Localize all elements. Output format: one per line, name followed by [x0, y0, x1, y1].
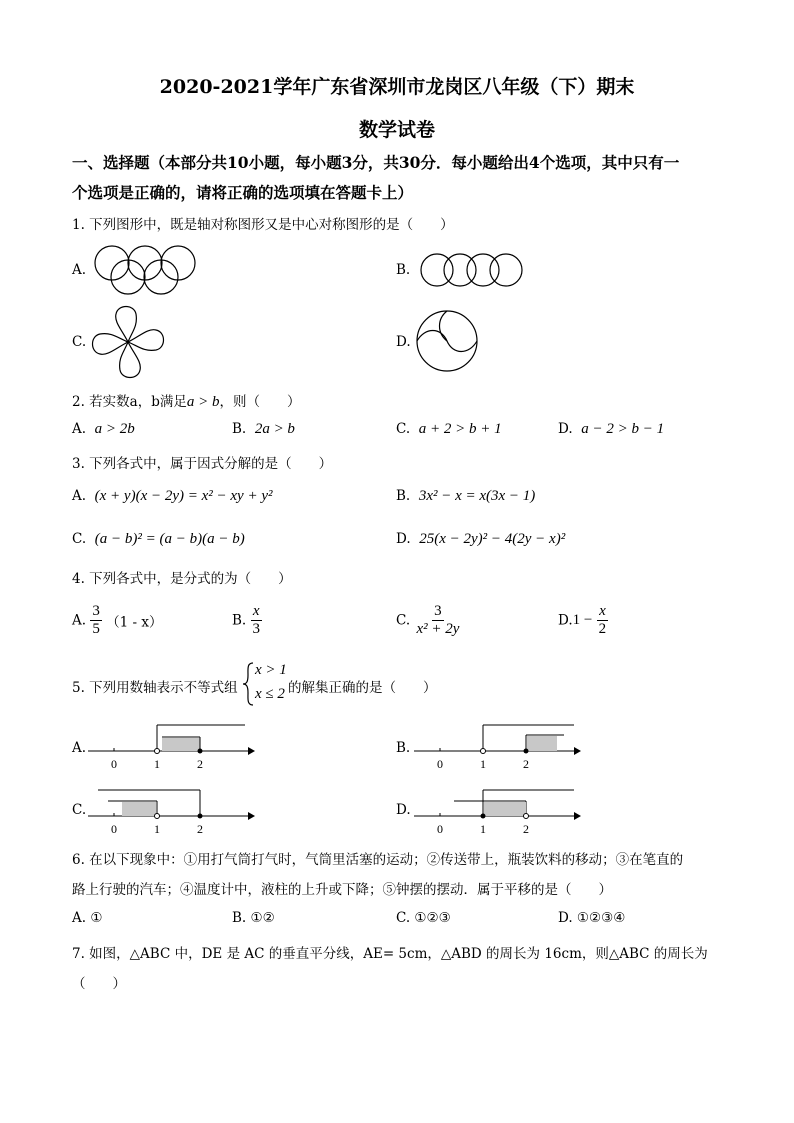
number-line-a: [88, 720, 258, 772]
q1-stem: 1. 下列图形中，既是轴对称图形又是中心对称图形的是（ ）: [72, 217, 454, 233]
svg-text:2: 2: [523, 822, 529, 836]
q3-option-c: C. (a − b)² = (a − b)(a − b): [72, 531, 245, 547]
q7-line2: （ ）: [72, 976, 126, 992]
q5-stem-pre: 5. 下列用数轴表示不等式组: [72, 680, 238, 696]
q5-label-b: B.: [396, 740, 411, 756]
q3-stem: 3. 下列各式中，属于因式分解的是（ ）: [72, 456, 333, 472]
pinwheel-figure: [88, 302, 168, 382]
number-line-d: [414, 785, 584, 837]
q4-stem: 4. 下列各式中，是分式的为（ ）: [72, 571, 292, 587]
q5-label-d: D.: [396, 802, 411, 818]
svg-text:1: 1: [154, 822, 160, 836]
svg-text:0: 0: [111, 757, 117, 771]
olympic-rings-figure: [90, 240, 210, 300]
page-subtitle: 数学试卷: [358, 119, 435, 141]
q4-option-b: B. $\frac{x}{3}$: [232, 603, 261, 637]
q2-stem-math: a > b: [186, 394, 220, 410]
q1-label-d: D.: [396, 334, 411, 350]
svg-text:1: 1: [480, 822, 486, 836]
q6-line2: 路上行驶的汽车；④温度计中，液柱的上升或下降；⑤钟摆的摆动．属于平移的是（ ）: [72, 882, 612, 898]
q3-option-b: B. 3x² − x = x(3x − 1): [396, 488, 536, 504]
q2-stem-post: ，则（ ）: [219, 394, 301, 410]
fraction: $\frac{x}{3}$: [252, 603, 261, 637]
svg-text:0: 0: [111, 822, 117, 836]
q4-option-d: D.1 − $\frac{x}{2}$: [558, 603, 607, 637]
fraction: $\frac{3}{5}$: [92, 603, 100, 637]
q5-label-c: C.: [72, 802, 87, 818]
q6-option-a: A. ①: [72, 910, 103, 926]
fraction: $\frac{x}{2}$: [598, 603, 607, 637]
section-heading-line2: 个选项是正确的，请将正确的选项填在答题卡上）: [72, 183, 414, 202]
fraction: $\frac{3}{\text{x² + 2y}}$: [416, 603, 460, 637]
q5-stem-post: 的解集正确的是（ ）: [288, 680, 437, 696]
q5-system-line2: x ≤ 2: [255, 686, 285, 702]
q2-option-c: C. a + 2 > b + 1: [396, 421, 502, 437]
q1-label-a: A.: [72, 262, 87, 278]
q2-option-a: A. a > 2b: [72, 421, 135, 437]
svg-text:1: 1: [480, 757, 486, 771]
four-rings-figure: [415, 250, 530, 290]
q2-stem-pre: 2. 若实数a，b满足: [72, 394, 187, 410]
svg-text:2: 2: [523, 757, 529, 771]
svg-text:0: 0: [437, 757, 443, 771]
q6-option-b: B. ①②: [232, 910, 275, 926]
q4-option-a: A. $\frac{3}{5}$ （1 - x）: [72, 603, 163, 637]
q7-line1: 7. 如图，△ABC 中，DE 是 AC 的垂直平分线，AE= 5cm，△ABD 的周长为 16cm，则△ABC 的周长为: [72, 946, 708, 962]
circle-swirl-figure: [412, 306, 482, 376]
q3-option-a: A. (x + y)(x − 2y) = x² − xy + y²: [72, 488, 273, 504]
svg-text:1: 1: [154, 757, 160, 771]
q2-stem: [72, 390, 301, 411]
section-heading-line1: 一、选择题（本部分共10小题，每小题3分，共30分．每小题给出4个选项，其中只有一: [72, 153, 680, 172]
q1-label-b: B.: [396, 262, 411, 278]
number-line-b: [414, 720, 584, 772]
q5-system-line1: x > 1: [255, 662, 287, 678]
svg-text:0: 0: [437, 822, 443, 836]
brace-icon: [241, 661, 255, 707]
svg-text:2: 2: [197, 822, 203, 836]
page-title: 2020-2021学年广东省深圳市龙岗区八年级（下）期末: [159, 76, 635, 98]
svg-text:2: 2: [197, 757, 203, 771]
q6-line1: 6. 在以下现象中：①用打气筒打气时，气筒里活塞的运动；②传送带上，瓶装饮料的移动；③在笔直的: [72, 852, 684, 868]
q1-label-c: C.: [72, 334, 87, 350]
q6-option-d: D. ①②③④: [558, 910, 626, 926]
q4-option-c: C. $\frac{3}{\text{x² + 2y}}$: [396, 603, 460, 637]
q6-option-c: C. ①②③: [396, 910, 451, 926]
q2-option-d: D. a − 2 > b − 1: [558, 421, 665, 437]
number-line-c: [88, 785, 258, 837]
q3-option-d: D. 25(x − 2y)² − 4(2y − x)²: [396, 531, 566, 547]
q5-label-a: A.: [72, 740, 87, 756]
q2-option-b: B. 2a > b: [232, 421, 295, 437]
